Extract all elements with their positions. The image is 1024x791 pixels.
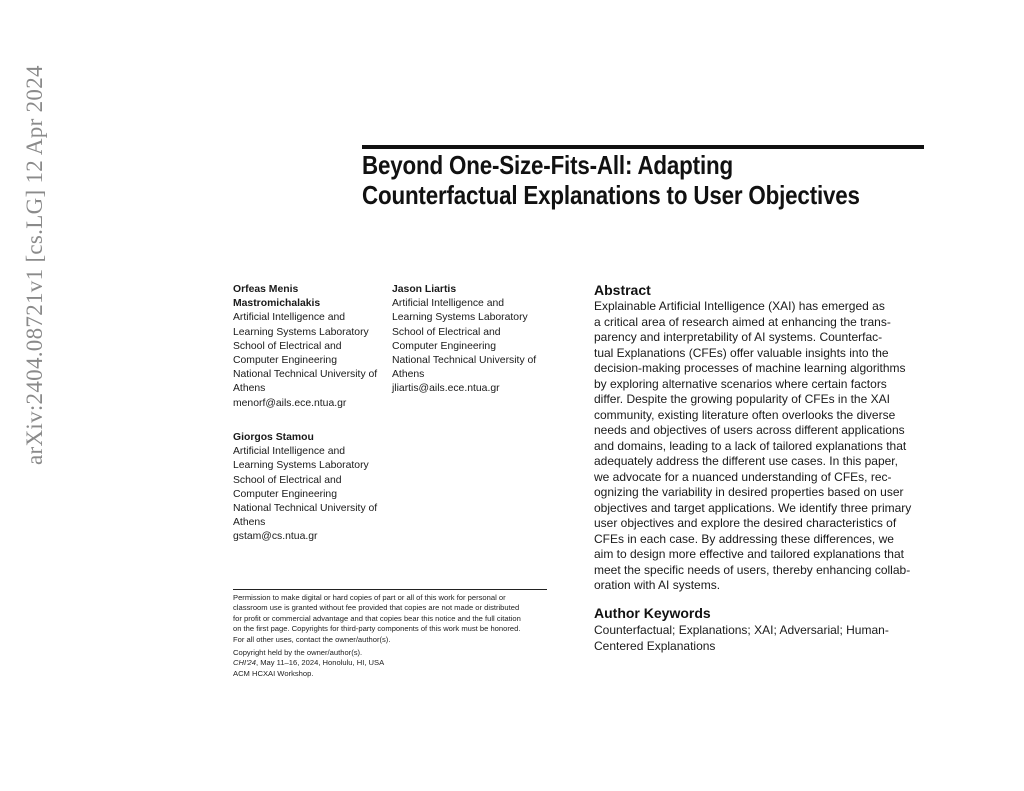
abstract-line: tual Explanations (CFEs) offer valuable insights into the (594, 345, 889, 360)
keywords-body (594, 623, 889, 654)
abstract-line: community, existing literature often overlooks the diverse (594, 407, 896, 422)
affiliation-line: National Technical University of (233, 369, 378, 381)
author-name: Jason Liartis (392, 284, 457, 295)
author-block-2 (392, 283, 536, 397)
affiliation-line: Artificial Intelligence and (233, 446, 346, 458)
permission-line: Permission to make digital or hard copies of part or all of this work for personal or (233, 593, 506, 602)
affiliation-line: Learning Systems Laboratory (233, 326, 369, 338)
abstract-line: aim to design more effective and tailored explanations that (594, 547, 904, 561)
affiliation-line: National Technical University of (233, 503, 378, 515)
affiliation-line: School of Electrical and (233, 340, 342, 352)
copyright-block (233, 648, 384, 679)
keywords-line: Centered Explanations (594, 638, 716, 653)
abstract-line: a critical area of research aimed at enhancing the trans- (594, 314, 891, 329)
affiliation-line: Computer Engineering (233, 355, 337, 367)
arxiv-stamp: arXiv:2404.08721v1 [cs.LG] 12 Apr 2024 (22, 65, 47, 465)
abstract-line: by exploring alternative scenarios where certain factors (594, 376, 887, 391)
abstract-line: oration with AI systems. (594, 578, 721, 592)
abstract-body (594, 299, 911, 594)
title-line: Counterfactual Explanations to User Objectives (362, 180, 860, 210)
author-block-3 (233, 431, 377, 545)
affiliation-line: Learning Systems Laboratory (233, 460, 369, 472)
abstract-line: and domains, leading to a lack of tailored explanations that (594, 438, 907, 453)
workshop-name: ACM HCXAI Workshop. (233, 668, 314, 678)
affiliation-line: Athens (233, 383, 266, 395)
conference-venue (233, 658, 384, 668)
abstract-line: meet the specific needs of users, thereby enhancing collab- (594, 562, 911, 577)
footnote-rule (233, 589, 547, 590)
copyright-held: Copyright held by the owner/author(s). (233, 648, 363, 657)
affiliation-line: School of Electrical and (392, 326, 501, 338)
paper-title (362, 150, 861, 210)
abstract-line: we advocate for a nuanced understanding of CFEs, rec- (594, 469, 892, 484)
abstract-line: objectives and target applications. We identify three primary (594, 500, 912, 515)
permission-line: For all other uses, contact the owner/author(s). (233, 634, 391, 644)
permission-line: classroom use is granted without fee provided that copies are not made or distributed (233, 603, 520, 613)
permission-line: on the first page. Copyrights for third-party components of this work must be honored. (233, 624, 521, 634)
abstract-heading: Abstract (594, 282, 651, 298)
affiliation-line: National Technical University of (392, 355, 537, 367)
author-email[interactable]: jliartis@ails.ece.ntua.gr (392, 383, 500, 395)
abstract-line: parency and interpretability of AI systems. Counterfac- (594, 330, 883, 344)
abstract-line: decision-making processes of machine learning algorithms (594, 361, 906, 375)
permission-line: for profit or commercial advantage and that copies bear this notice and the full citation (233, 613, 521, 623)
affiliation-line: Athens (233, 517, 266, 529)
affiliation-line: Athens (392, 369, 425, 381)
venue-details: , May 11–16, 2024, Honolulu, HI, USA (255, 658, 385, 668)
abstract-line: user objectives and explore the desired characteristics of (594, 516, 897, 530)
keywords-heading: Author Keywords (594, 605, 711, 621)
abstract-line: needs and objectives of users across different applications (594, 423, 905, 437)
abstract-line: adequately address the different use cases. In this paper, (594, 454, 898, 468)
keywords-line: Counterfactual; Explanations; XAI; Adversarial; Human- (594, 623, 889, 637)
affiliation-line: School of Electrical and (233, 474, 342, 486)
venue-name: CHI'24 (233, 658, 256, 668)
affiliation-line: Learning Systems Laboratory (392, 312, 528, 324)
author-email[interactable]: gstam@cs.ntua.gr (233, 531, 318, 543)
author-email[interactable]: menorf@ails.ece.ntua.gr (233, 397, 347, 409)
affiliation-line: Computer Engineering (392, 340, 496, 352)
abstract-line: differ. Despite the growing popularity of CFEs in the XAI (594, 392, 890, 406)
affiliation-line: Artificial Intelligence and (233, 312, 346, 324)
affiliation-line: Computer Engineering (233, 488, 337, 500)
abstract-line: ognizing the variability in desired properties based on user (594, 485, 904, 499)
abstract-line: Explainable Artificial Intelligence (XAI) has emerged as (594, 299, 885, 313)
author-block-1 (233, 283, 377, 411)
author-name: Orfeas Menis (233, 284, 299, 295)
author-name: Giorgos Stamou (233, 432, 314, 443)
affiliation-line: Artificial Intelligence and (392, 298, 505, 310)
title-line: Beyond One-Size-Fits-All: Adapting (362, 150, 733, 180)
author-name: Mastromichalakis (233, 298, 321, 310)
title-rule (362, 145, 924, 149)
permission-notice (233, 593, 563, 645)
abstract-line: CFEs in each case. By addressing these differences, we (594, 531, 894, 546)
